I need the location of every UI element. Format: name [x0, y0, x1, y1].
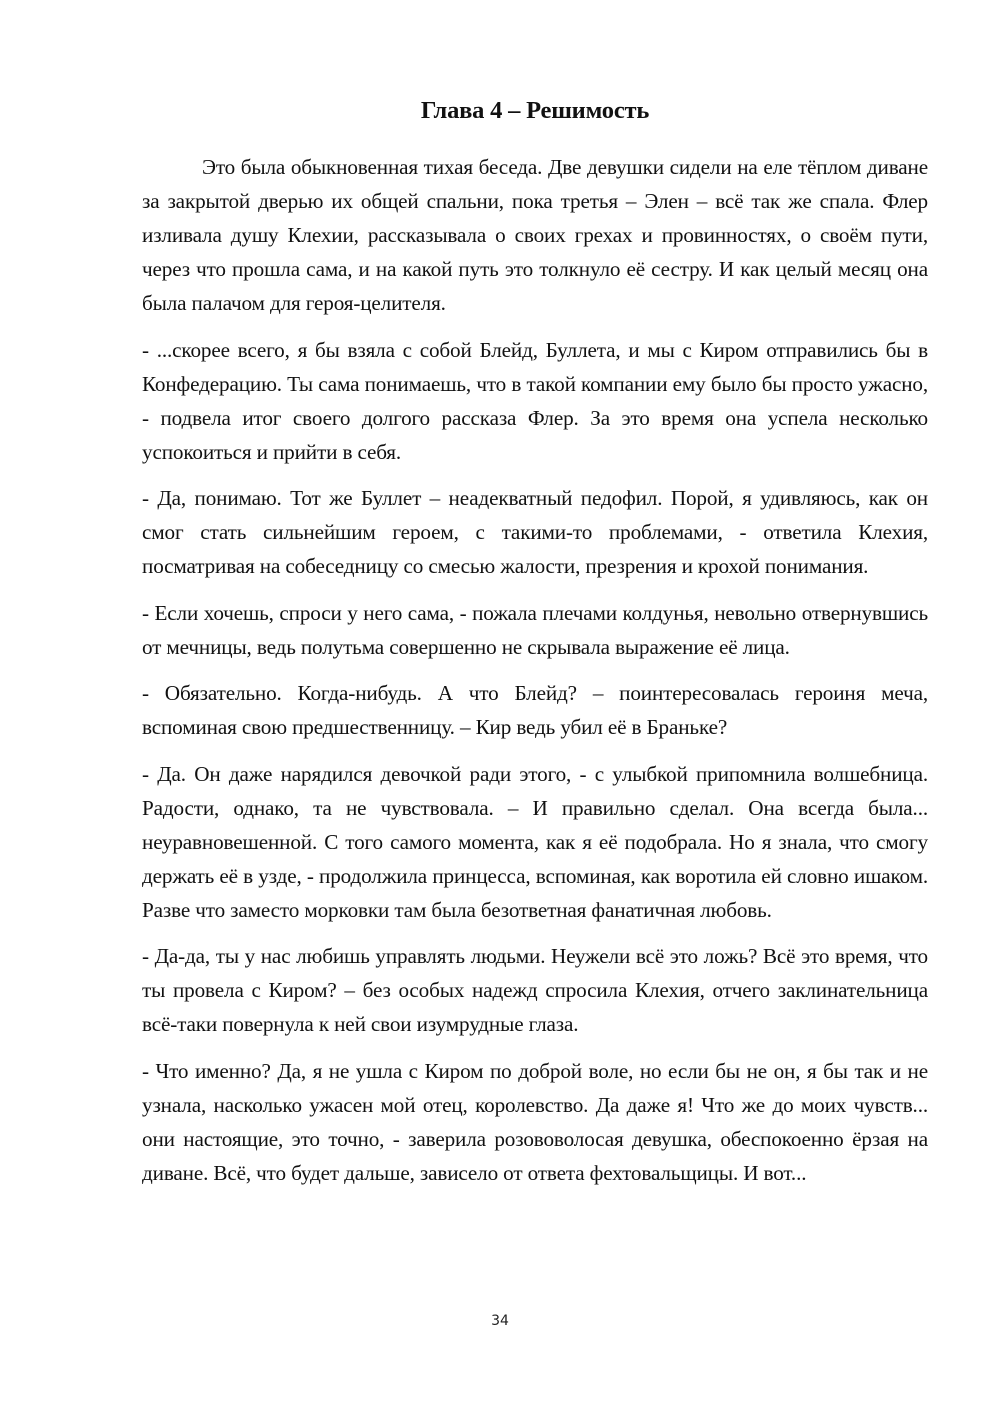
paragraph: - Что именно? Да, я не ушла с Киром по доброй воле, но если бы не он, я бы так и не узнала, насколько ужасен мой отец, королевство. Да даже я! Что же до моих чувств... они настоящие, это точно, - заверила розововолосая девушка, обеспокоенно ёрзая на диване. Всё, что будет дальше, зависело от ответа фехтовальщицы. И вот...: [142, 1058, 928, 1185]
document-page: [142, 92, 928, 1202]
paragraph: - Да. Он даже нарядился девочкой ради этого, - с улыбкой припомнила волшебница. Радости, однако, та не чувствовала. – И правильно сделал. Она всегда была... неуравновешенной. С того самого момента, как я её подобрала. Но я знала, что смогу держать её в узде, - продолжила принцесса, вспоминая, как воротила ей словно ишаком. Разве что заместо морковки там была безответная фанатичная любовь.: [142, 761, 928, 922]
paragraph: - Обязательно. Когда-нибудь. А что Блейд? – поинтересовалась героиня меча, вспоминая свою предшественницу. – Кир ведь убил её в Браньке?: [142, 681, 928, 739]
chapter-title: Глава 4 – Решимость: [420, 97, 650, 124]
paragraph: - Да, понимаю. Тот же Буллет – неадекватный педофил. Порой, я удивляюсь, как он смог стать сильнейшим героем, с такими-то проблемами, - ответила Клехия, посматривая на собеседницу со смесью жалости, презрения и крохой понимания.: [142, 486, 928, 578]
paragraph: Это была обыкновенная тихая беседа. Две девушки сидели на еле тёплом диване за закрытой дверью их общей спальни, пока третья – Элен – всё так же спала. Флер изливала душу Клехии, рассказывала о своих грехах и провинностях, о своём пути, через что прошла сама, и на какой путь это толкнуло её сестру. И как целый месяц она была палачом для героя-целителя.: [142, 155, 928, 315]
paragraph: - Если хочешь, спроси у него сама, - пожала плечами колдунья, невольно отвернувшись от мечницы, ведь полутьма совершенно не скрывала выражение её лица.: [142, 600, 928, 659]
paragraph: - ...скорее всего, я бы взяла с собой Блейд, Буллета, и мы с Киром отправились бы в Конфедерацию. Ты сама понимаешь, что в такой компании ему было бы просто ужасно, - подвела итог своего долгого рассказа Флер. За это время она успела несколько успокоиться и прийти в себя.: [142, 337, 928, 464]
paragraph: - Да-да, ты у нас любишь управлять людьми. Неужели всё это ложь? Всё это время, что ты провела с Киром? – без особых надежд спросила Клехия, отчего заклинательница всё-таки повернула к ней свои изумрудные глаза.: [142, 944, 928, 1036]
page-number: 34: [491, 1313, 509, 1329]
